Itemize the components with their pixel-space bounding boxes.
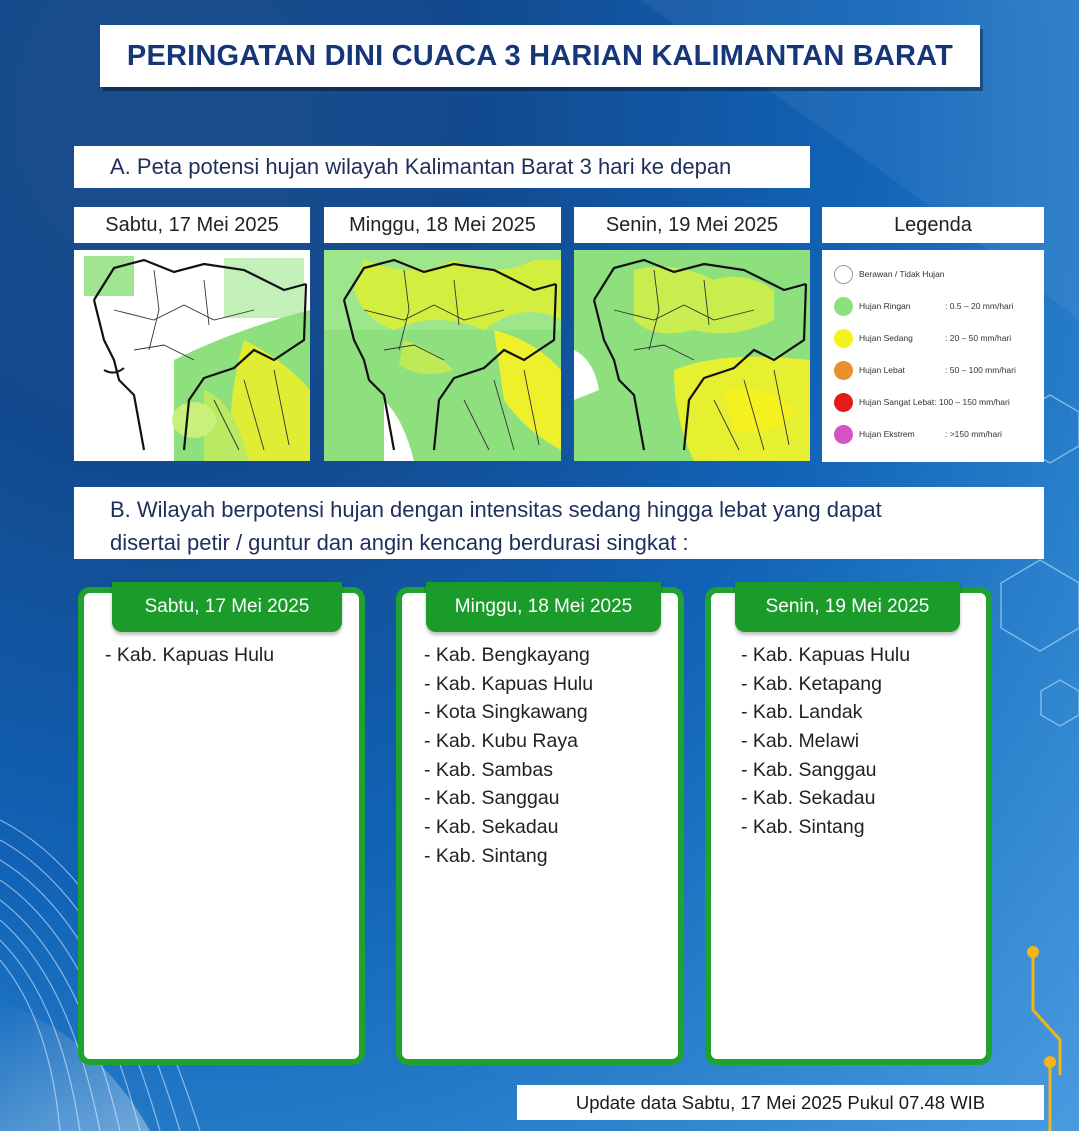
legend-label: Berawan / Tidak Hujan	[859, 269, 945, 279]
list-item: - Kab. Melawi	[741, 730, 860, 753]
legend-label: Hujan Sedang	[859, 333, 913, 343]
legend-range: : 50 – 100 mm/hari	[945, 365, 1016, 375]
map-day-header-sabtu: Sabtu, 17 Mei 2025	[74, 207, 310, 243]
list-item: - Kab. Kubu Raya	[424, 730, 578, 753]
legend-panel	[822, 250, 1044, 462]
list-item: - Kab. Ketapang	[741, 672, 882, 695]
section-b-heading-line2: disertai petir / guntur dan angin kencang berdurasi singkat :	[110, 530, 689, 555]
list-item: - Kab. Sekadau	[741, 787, 876, 810]
list-item: - Kab. Sekadau	[424, 816, 559, 839]
title-banner	[100, 25, 980, 87]
legend-label: Hujan Sangat Lebat	[859, 397, 935, 407]
legend-item-sangat-lebat	[834, 392, 1010, 412]
legend-item-berawan	[834, 264, 945, 284]
list-item: - Kab. Sintang	[741, 816, 865, 839]
list-item: - Kota Singkawang	[424, 701, 588, 724]
legend-swatch	[834, 329, 853, 348]
section-b-heading	[74, 487, 1044, 559]
region-list-minggu	[424, 641, 593, 871]
legend-range: : 20 – 50 mm/hari	[945, 333, 1012, 343]
list-item: - Kab. Kapuas Hulu	[105, 644, 275, 666]
legend-range: : 100 – 150 mm/hari	[934, 397, 1010, 407]
list-item: - Kab. Kapuas Hulu	[424, 672, 594, 695]
rain-map-sabtu	[74, 250, 310, 461]
legend-range: : 0.5 – 20 mm/hari	[945, 301, 1014, 311]
legend-item-sedang	[834, 328, 1011, 348]
warning-card-day-senin: Senin, 19 Mei 2025	[735, 582, 960, 632]
warning-card-day-sabtu: Sabtu, 17 Mei 2025	[112, 582, 342, 632]
legend-item-ringan	[834, 296, 1014, 316]
rain-map-senin	[574, 250, 810, 461]
rain-map-minggu	[324, 250, 561, 461]
legend-swatch	[834, 361, 853, 380]
legend-item-lebat	[834, 360, 1016, 380]
legend-title: Legenda	[822, 207, 1044, 243]
list-item: - Kab. Sanggau	[424, 787, 560, 810]
legend-item-ekstrem	[834, 424, 1002, 444]
legend-swatch	[834, 265, 853, 284]
update-timestamp: Update data Sabtu, 17 Mei 2025 Pukul 07.48 WIB	[517, 1085, 1044, 1120]
region-list-senin	[741, 641, 910, 842]
legend-label: Hujan Ekstrem	[859, 429, 915, 439]
map-day-header-minggu: Minggu, 18 Mei 2025	[324, 207, 561, 243]
list-item: - Kab. Landak	[741, 701, 863, 724]
legend-swatch	[834, 425, 853, 444]
legend-swatch	[834, 393, 853, 412]
region-list-sabtu	[105, 641, 274, 670]
section-a-heading: A. Peta potensi hujan wilayah Kalimantan Barat 3 hari ke depan	[74, 146, 810, 188]
list-item: - Kab. Kapuas Hulu	[741, 644, 911, 666]
legend-swatch	[834, 297, 853, 316]
section-b-heading-line1: B. Wilayah berpotensi hujan dengan intensitas sedang hingga lebat yang dapat	[110, 497, 882, 522]
legend-label: Hujan Lebat	[859, 365, 905, 375]
legend-label: Hujan Ringan	[859, 301, 911, 311]
legend-range: : >150 mm/hari	[945, 429, 1002, 439]
warning-card-day-minggu: Minggu, 18 Mei 2025	[426, 582, 661, 632]
page-title: PERINGATAN DINI CUACA 3 HARIAN KALIMANTAN BARAT	[126, 39, 954, 72]
list-item: - Kab. Sambas	[424, 758, 553, 781]
map-day-header-senin: Senin, 19 Mei 2025	[574, 207, 810, 243]
list-item: - Kab. Bengkayang	[424, 644, 590, 666]
list-item: - Kab. Sintang	[424, 844, 548, 867]
list-item: - Kab. Sanggau	[741, 758, 877, 781]
